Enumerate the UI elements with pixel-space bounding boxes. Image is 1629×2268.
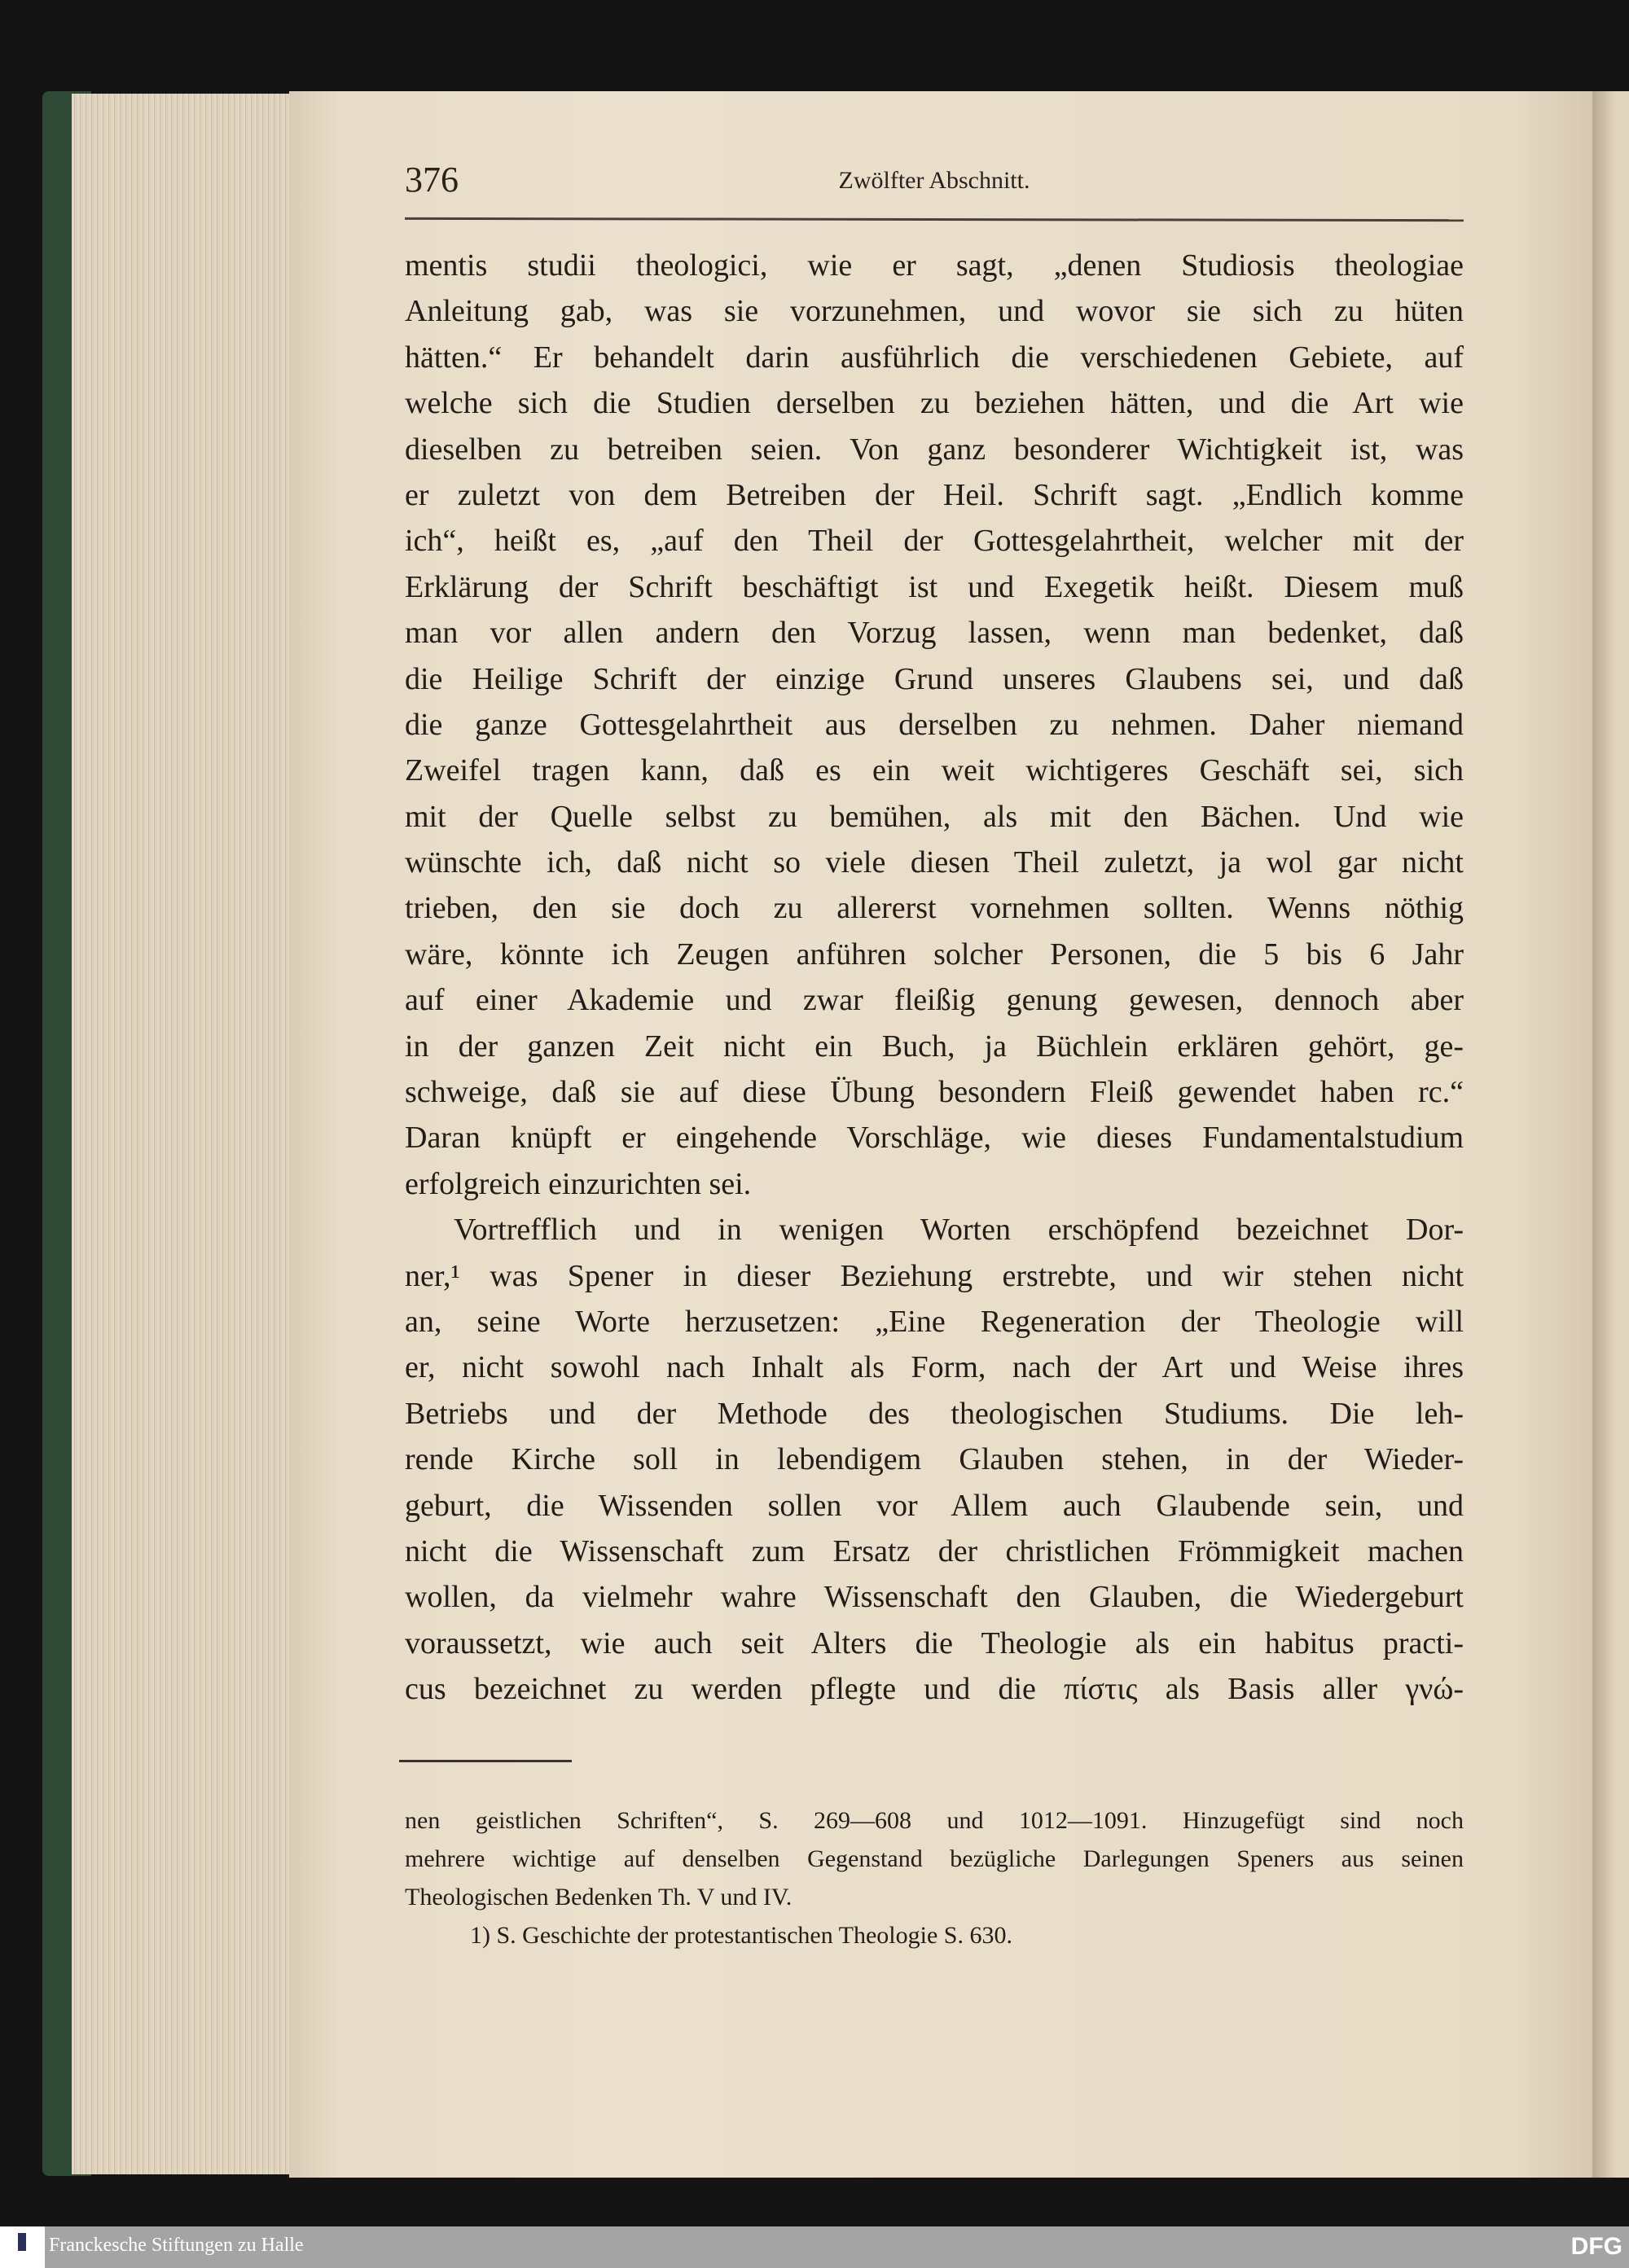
text-line: trieben, den sie doch zu allererst vornehmen sollten. Wenns nöthig [405, 891, 1464, 926]
text-line: Erklärung der Schrift beschäftigt ist und Exegetik heißt. Diesem muß [405, 569, 1464, 604]
text-line: wollen, da vielmehr wahre Wissenschaft den Glauben, die Wiedergeburt [405, 1580, 1464, 1615]
text-line: ich“, heißt es, „auf den Theil der Gottesgelahrtheit, welcher mit der [405, 524, 1464, 559]
footnote-line: 1) S. Geschichte der protestantischen Theologie S. 630. [470, 1922, 1012, 1949]
text-line: schweige, daß sie auf diese Übung besondern Fleiß gewendet haben rc.“ [405, 1075, 1464, 1110]
institution-logo [0, 2226, 45, 2268]
text-line: ner,¹ was Spener in dieser Beziehung erstrebte, und wir stehen nicht [405, 1258, 1464, 1293]
text-line: voraussetzt, wie auch seit Alters die Theologie als ein habitus practi- [405, 1625, 1464, 1660]
text-line: Betriebs und der Methode des theologischen Studiums. Die leh- [405, 1396, 1464, 1431]
text-line: Daran knüpft er eingehende Vorschläge, wie dieses Fundamentalstudium [405, 1121, 1464, 1156]
text-line: Zweifel tragen kann, daß es ein weit wichtigeres Geschäft sei, sich [405, 753, 1464, 788]
footnote-line: mehrere wichtige auf denselben Gegenstand bezügliche Darlegungen Speners aus seinen [405, 1845, 1464, 1872]
footer-bar [0, 2226, 1629, 2268]
running-title: Zwölfter Abschnitt. [838, 167, 1030, 194]
text-line: mit der Quelle selbst zu bemühen, als mit den Bächen. Und wie [405, 799, 1464, 834]
text-line: er, nicht sowohl nach Inhalt als Form, nach der Art und Weise ihres [405, 1350, 1464, 1385]
text-line: hätten.“ Er behandelt darin ausführlich die verschiedenen Gebiete, auf [405, 340, 1464, 375]
institution-name: Franckesche Stiftungen zu Halle [49, 2235, 304, 2256]
page-number: 376 [405, 160, 459, 200]
text-line: nicht die Wissenschaft zum Ersatz der christlichen Frömmigkeit machen [405, 1533, 1464, 1568]
text-line: dieselben zu betreiben seien. Von ganz besonderer Wichtigkeit ist, was [405, 432, 1464, 467]
text-line: rende Kirche soll in lebendigem Glauben stehen, in der Wieder- [405, 1442, 1464, 1477]
text-line: auf einer Akademie und zwar fleißig genung gewesen, dennoch aber [405, 983, 1464, 1018]
text-line: die Heilige Schrift der einzige Grund unseres Glaubens sei, und daß [405, 661, 1464, 696]
text-line: welche sich die Studien derselben zu beziehen hätten, und die Art wie [405, 386, 1464, 421]
text-line: die ganze Gottesgelahrtheit aus derselben zu nehmen. Daher niemand [405, 707, 1464, 742]
text-line: in der ganzen Zeit nicht ein Buch, ja Büchlein erklären gehört, ge- [405, 1029, 1464, 1064]
text-line: er zuletzt von dem Betreiben der Heil. Schrift sagt. „Endlich komme [405, 477, 1464, 512]
logo-figure-icon [18, 2233, 26, 2251]
text-line: mentis studii theologici, wie er sagt, „denen Studiosis theologiae [405, 248, 1464, 283]
facing-page-edge [1592, 91, 1629, 2178]
page-edges [72, 94, 292, 2174]
text-line: erfolgreich einzurichten sei. [405, 1166, 752, 1201]
footnotes [405, 1801, 1464, 1954]
text-line: wünschte ich, daß nicht so viele diesen Theil zuletzt, ja wol gar nicht [405, 845, 1464, 880]
text-line: Anleitung gab, was sie vorzunehmen, und wovor sie sich zu hüten [405, 294, 1464, 329]
text-line: geburt, die Wissenden sollen vor Allem auch Glaubende sein, und [405, 1488, 1464, 1523]
footnote-line: Theologischen Bedenken Th. V und IV. [405, 1884, 793, 1910]
body-text [405, 243, 1464, 1713]
footnote-rule [399, 1760, 572, 1762]
text-line: Vortrefflich und in wenigen Worten erschöpfend bezeichnet Dor- [454, 1213, 1464, 1248]
page-header [405, 159, 1464, 208]
dfg-logo: DFG [1570, 2233, 1622, 2260]
text-line: an, seine Worte herzusetzen: „Eine Regeneration der Theologie will [405, 1304, 1464, 1339]
text-line: man vor allen andern den Vorzug lassen, wenn man bedenket, daß [405, 616, 1464, 651]
footnote-line: nen geistlichen Schriften“, S. 269—608 und 1012—1091. Hinzugefügt sind noch [405, 1807, 1464, 1834]
text-line: cus bezeichnet zu werden pflegte und die πίστις als Basis aller γνώ- [405, 1672, 1464, 1707]
text-line: wäre, könnte ich Zeugen anführen solcher Personen, die 5 bis 6 Jahr [405, 937, 1464, 972]
